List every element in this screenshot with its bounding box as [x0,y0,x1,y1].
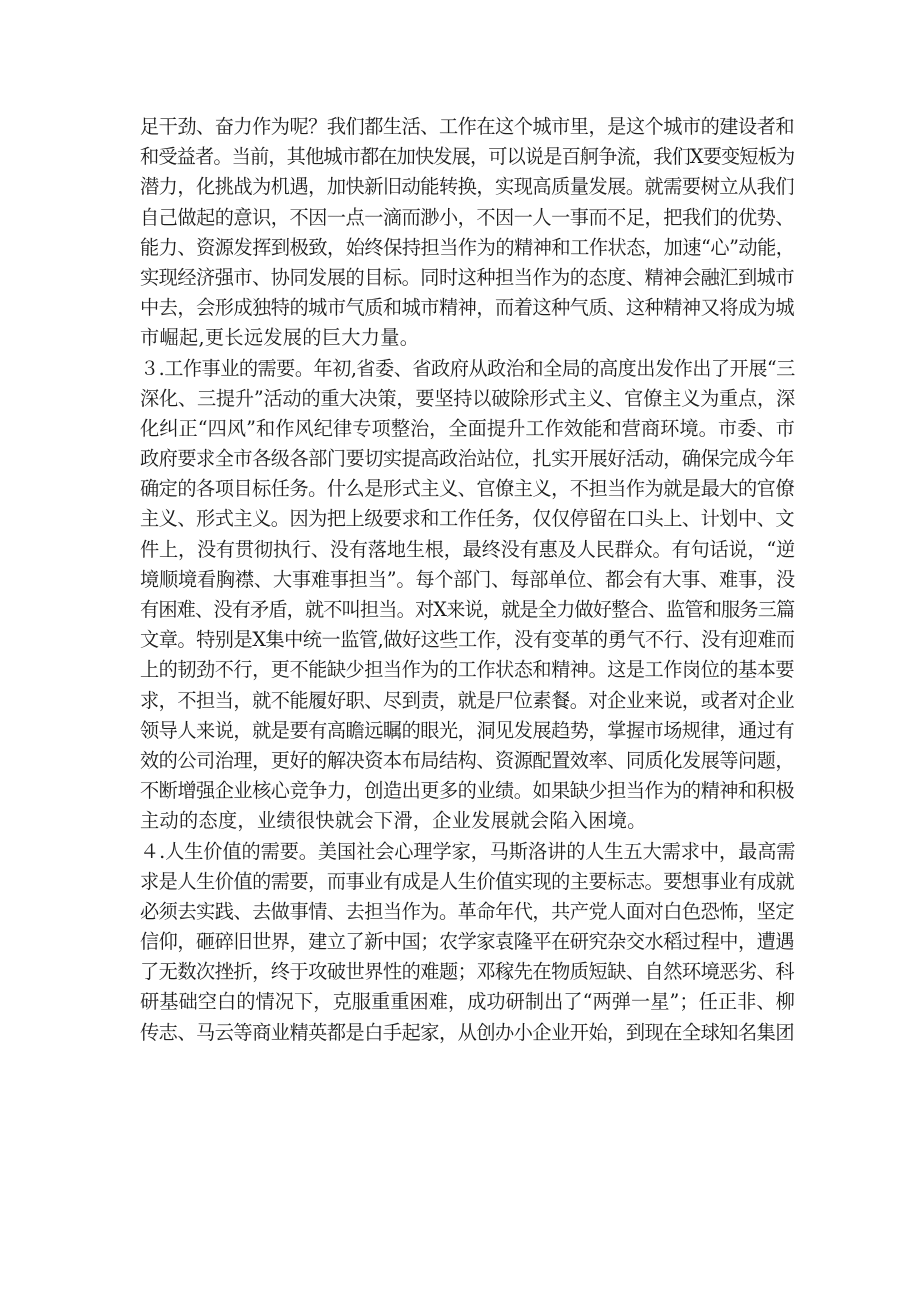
text-line: 信仰，砸碎旧世界，建立了新中国；农学家袁隆平在研究杂交水稻过程中，遭遇 [140,930,795,954]
paragraph-city-development [140,112,795,354]
text-line: ３.工作事业的需要。年初,省委、省政府从政治和全局的高度出发作出了开展“三 [140,356,795,380]
text-line: 文章。特别是X集中统一监管,做好这些工作，没有变革的勇气不行、没有迎难而 [140,628,795,652]
text-line: 主动的态度，业绩很快就会下滑，企业发展就会陷入困境。 [140,809,647,833]
text-line: 必须去实践、去做事情、去担当作为。革命年代，共产党人面对白色恐怖，坚定 [140,899,795,923]
text-line: 主义、形式主义。因为把上级要求和工作任务，仅仅停留在口头上、计划中、文 [140,507,795,531]
text-line: 自己做起的意识，不因一点一滴而渺小，不因一人一事而不足，把我们的优势、 [140,205,795,229]
text-line: 了无数次挫折，终于攻破世界性的难题；邓稼先在物质短缺、自然环境恶劣、科 [140,960,795,984]
text-line: 传志、马云等商业精英都是白手起家，从创办小企业开始，到现在全球知名集团 [140,1020,795,1044]
text-line: 潜力，化挑战为机遇，加快新旧动能转换，实现高质量发展。就需要树立从我们 [140,175,795,199]
text-line: 领导人来说，就是要有高瞻远瞩的眼光，洞见发展趋势，掌握市场规律，通过有 [140,718,795,742]
document-body [140,112,795,1048]
text-line: 能力、资源发挥到极致，始终保持担当作为的精神和工作状态，加速“心”动能， [140,235,795,259]
text-line: 足干劲、奋力作为呢？我们都生活、工作在这个城市里，是这个城市的建设者和 [140,115,795,138]
text-line: 上的韧劲不行，更不能缺少担当作为的工作状态和精神。这是工作岗位的基本要 [140,658,795,682]
text-line: 市崛起,更长远发展的巨大力量。 [140,326,420,350]
paragraph-life-value [140,837,795,1048]
text-line: 不断增强企业核心竞争力，创造出更多的业绩。如果缺少担当作为的精神和积极 [140,779,795,803]
text-line: ４.人生价值的需要。美国社会心理学家，马斯洛讲的人生五大需求中，最高需 [140,839,795,863]
text-line: 政府要求全市各级各部门要切实提高政治站位，扎实开展好活动，确保完成今年 [140,447,795,471]
text-line: 求，不担当，就不能履好职、尽到责，就是尸位素餐。对企业来说，或者对企业 [140,688,795,712]
text-line: 化纠正“四风”和作风纪律专项整治，全面提升工作效能和营商环境。市委、市 [140,416,795,440]
text-line: 效的公司治理，更好的解决资本布局结构、资源配置效率、同质化发展等问题， [140,748,795,772]
text-line: 实现经济强市、协同发展的目标。同时这种担当作为的态度、精神会融汇到城市 [140,265,795,289]
text-line: 境顺境看胸襟、大事难事担当”。每个部门、每部单位、都会有大事、难事，没 [140,567,795,591]
text-line: 和受益者。当前，其他城市都在加快发展，可以说是百舸争流，我们X要变短板为 [140,145,795,169]
text-line: 求是人生价值的需要，而事业有成是人生价值实现的主要标志。要想事业有成就 [140,869,795,893]
text-line: 深化、三提升”活动的重大决策，要坚持以破除形式主义、官僚主义为重点，深 [140,386,795,410]
text-line: 中去，会形成独特的城市气质和城市精神，而着这种气质、这种精神又将成为城 [140,296,795,320]
paragraph-work-needs [140,354,795,837]
text-line: 件上，没有贯彻执行、没有落地生根，最终没有惠及人民群众。有句话说，“逆 [140,537,795,561]
text-line: 研基础空白的情况下，克服重重困难，成功研制出了“两弹一星”；任正非、柳 [140,990,795,1014]
text-line: 有困难、没有矛盾，就不叫担当。对X来说，就是全力做好整合、监管和服务三篇 [140,598,795,621]
text-line: 确定的各项目标任务。什么是形式主义、官僚主义，不担当作为就是最大的官僚 [140,477,795,501]
